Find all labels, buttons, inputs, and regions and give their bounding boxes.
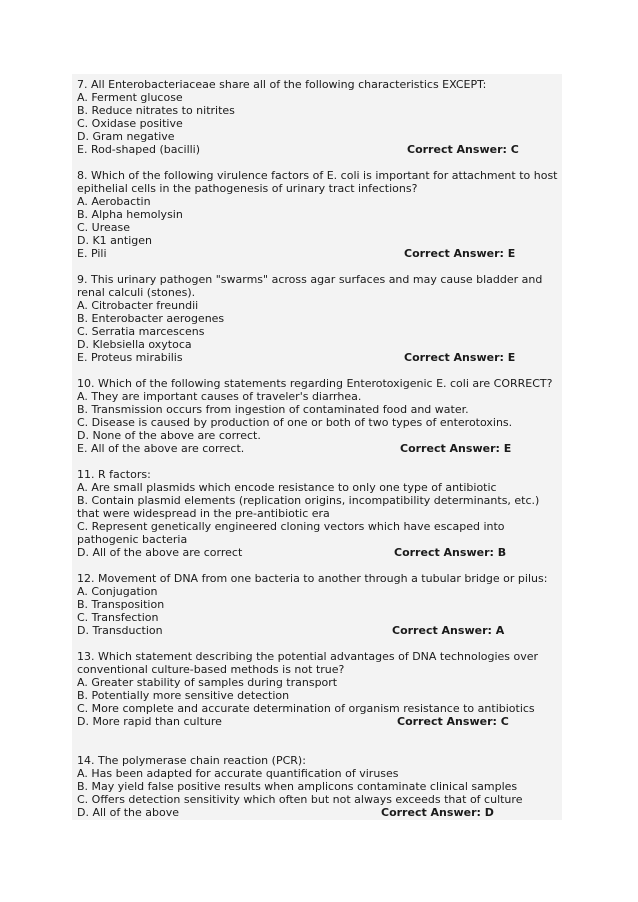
option: B. Transposition: [77, 598, 165, 611]
correct-answer: Correct Answer: C: [397, 715, 509, 728]
option: A. Conjugation: [77, 585, 158, 598]
option: B. Reduce nitrates to nitrites: [77, 104, 235, 117]
question-stem: 13. Which statement describing the potential advantages of DNA technologies over conventional culture-based methods is not true?: [77, 650, 539, 676]
option: A. Has been adapted for accurate quantification of viruses: [77, 767, 399, 780]
question-stem: 8. Which of the following virulence factors of E. coli is important for attachment to host epithelial cells in the pathogenesis of urinary tract infections?: [77, 169, 558, 195]
option: A. Are small plasmids which encode resistance to only one type of antibiotic: [77, 481, 497, 494]
option: C. Transfection: [77, 611, 159, 624]
option: D. Klebsiella oxytoca: [77, 338, 192, 351]
option: A. They are important causes of traveler's diarrhea.: [77, 390, 362, 403]
answer-row: [77, 715, 561, 728]
question-14: [77, 754, 561, 819]
question-12: [77, 572, 561, 637]
question-9: [77, 273, 561, 364]
correct-answer: Correct Answer: E: [404, 247, 516, 260]
option: A. Ferment glucose: [77, 91, 183, 104]
option: D. K1 antigen: [77, 234, 152, 247]
option: E. Proteus mirabilis: [77, 351, 183, 364]
question-stem: 12. Movement of DNA from one bacteria to another through a tubular bridge or pilus:: [77, 572, 548, 585]
option: C. Represent genetically engineered cloning vectors which have escaped into pathogenic bacteria: [77, 520, 505, 546]
correct-answer: Correct Answer: E: [400, 442, 512, 455]
option: A. Aerobactin: [77, 195, 151, 208]
quiz-content: [77, 78, 561, 819]
answer-row: [77, 806, 561, 819]
option: B. Enterobacter aerogenes: [77, 312, 225, 325]
option: E. Pili: [77, 247, 107, 260]
option: E. Rod-shaped (bacilli): [77, 143, 201, 156]
option: B. Alpha hemolysin: [77, 208, 183, 221]
option: B. Potentially more sensitive detection: [77, 689, 290, 702]
correct-answer: Correct Answer: B: [394, 546, 507, 559]
option: A. Greater stability of samples during transport: [77, 676, 338, 689]
question-stem: 11. R factors:: [77, 468, 151, 481]
answer-row: [77, 143, 561, 156]
option: D. All of the above are correct: [77, 546, 243, 559]
option: C. Disease is caused by production of one or both of two types of enterotoxins.: [77, 416, 513, 429]
option: A. Citrobacter freundii: [77, 299, 199, 312]
option: E. All of the above are correct.: [77, 442, 245, 455]
answer-row: [77, 546, 561, 559]
answer-row: [77, 442, 561, 455]
option: D. More rapid than culture: [77, 715, 222, 728]
option: C. Oxidase positive: [77, 117, 183, 130]
question-11: [77, 468, 561, 559]
question-8: [77, 169, 561, 260]
correct-answer: Correct Answer: E: [404, 351, 516, 364]
answer-row: [77, 247, 561, 260]
question-13: [77, 650, 561, 728]
question-7: [77, 78, 561, 156]
option: D. None of the above are correct.: [77, 429, 261, 442]
option: D. All of the above: [77, 806, 179, 819]
correct-answer: Correct Answer: A: [392, 624, 505, 637]
question-stem: 7. All Enterobacteriaceae share all of the following characteristics EXCEPT:: [77, 78, 487, 91]
option: C. Urease: [77, 221, 131, 234]
correct-answer: Correct Answer: D: [381, 806, 494, 819]
option: C. More complete and accurate determination of organism resistance to antibiotics: [77, 702, 535, 715]
option: B. Transmission occurs from ingestion of contaminated food and water.: [77, 403, 469, 416]
correct-answer: Correct Answer: C: [407, 143, 519, 156]
question-stem: 10. Which of the following statements regarding Enterotoxigenic E. coli are CORRECT?: [77, 377, 553, 390]
answer-row: [77, 624, 561, 637]
question-stem: 9. This urinary pathogen "swarms" across agar surfaces and may cause bladder and renal calculi (stones).: [77, 273, 543, 299]
option: D. Transduction: [77, 624, 163, 637]
question-stem: 14. The polymerase chain reaction (PCR):: [77, 754, 306, 767]
question-10: [77, 377, 561, 455]
option: B. May yield false positive results when amplicons contaminate clinical samples: [77, 780, 518, 793]
option: C. Serratia marcescens: [77, 325, 205, 338]
option: B. Contain plasmid elements (replication origins, incompatibility determinants, etc.) that were widespread in the pre-antibiotic era: [77, 494, 540, 520]
answer-row: [77, 351, 561, 364]
option: D. Gram negative: [77, 130, 175, 143]
option: C. Offers detection sensitivity which often but not always exceeds that of culture: [77, 793, 523, 806]
